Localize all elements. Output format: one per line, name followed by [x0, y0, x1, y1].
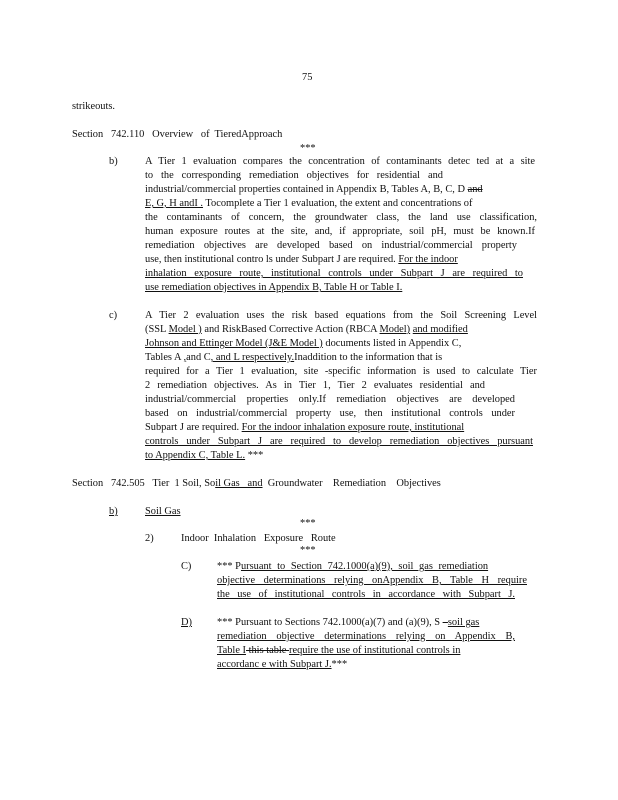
- section-505-heading: [72, 478, 441, 489]
- para-c-line: based on industrial/commercial property use, then institutional controls under: [145, 408, 515, 419]
- para-c-insert: Johnson and Ettinger Model (J&E Model ): [145, 338, 323, 349]
- para-b-insert: use remediation objectives in Appendix B, Table H or Table I.: [145, 282, 403, 293]
- para-c-insert: For the indoor inhalation exposure route, institutional: [241, 422, 465, 433]
- para-b-line: [145, 254, 537, 266]
- para-b-text: industrial/commercial properties contained in Appendix B, Tables A, B, C, D: [145, 184, 468, 195]
- para-c-insert: to Appendix C, Table L.: [145, 450, 246, 461]
- para-c-line: required for a Tier 1 evaluation, site -specific information is used to calculate Tier: [145, 366, 537, 377]
- item-2-title: Indoor Inhalation Exposure Route: [181, 533, 336, 544]
- para-c-insert: ,: [183, 352, 187, 363]
- para-c-text: and RiskBased Corrective Action (RBCA: [201, 324, 380, 335]
- item-d-insert: remediation objective determinations relying on Appendix B,: [217, 631, 515, 642]
- para-c-text: Subpart J are required.: [145, 422, 242, 433]
- para-c-insert: and modified: [412, 324, 468, 335]
- para-b-line: [145, 184, 537, 196]
- item-c-insert: the use of institutional controls in accordance with Subpart J.: [217, 589, 515, 600]
- item-c-label: C): [181, 561, 192, 572]
- para-c-line: [145, 422, 537, 434]
- intro-text: strikeouts.: [72, 101, 116, 112]
- item-d-insert: Table I: [217, 645, 246, 656]
- item-d-line: [217, 617, 547, 629]
- item-d-strike: –: [442, 617, 448, 628]
- section-110-stars: ***: [300, 143, 316, 154]
- para-b-label: b): [109, 156, 118, 167]
- para-b-insert: For the indoor: [398, 254, 458, 265]
- para-c-insert: Model ): [168, 324, 202, 335]
- item-d-insert: require the use of institutional controls in: [289, 645, 461, 656]
- para-c-insert: Model): [379, 324, 411, 335]
- item-d-text: *** Pursuant to Sections 742.1000(a)(7) and (a)(9), S: [217, 617, 443, 628]
- para-b-line: [145, 198, 537, 210]
- para-c-line: [145, 450, 263, 462]
- para-c-line: [145, 338, 537, 350]
- item-d-label: D): [181, 617, 192, 628]
- item-2-stars: ***: [300, 545, 316, 556]
- item-d-line: [217, 645, 547, 657]
- item-c-line: [217, 561, 537, 573]
- para-b-insert: E, G, H andI .: [145, 198, 204, 209]
- para-b-line: to the corresponding remediation objectives for residential and: [145, 170, 443, 181]
- item-d-insert: soil gas: [447, 617, 480, 628]
- para-b-strike: and: [467, 184, 483, 195]
- para-c-text: and C: [186, 352, 211, 363]
- subsection-b-title: Soil Gas: [145, 506, 181, 517]
- item-d-line: [217, 659, 347, 671]
- subsection-b-label: b): [109, 506, 118, 517]
- para-b-line: human exposure routes at the site, and, if appropriate, soil pH, must be known.If: [145, 226, 535, 237]
- para-c-line: [145, 352, 537, 364]
- page-number: 75: [302, 72, 313, 83]
- para-c-insert: controls under Subpart J are required to develop remediation objectives pursuant: [145, 436, 533, 447]
- item-d-insert: accordanc e with Subpart J.: [217, 659, 332, 670]
- para-c-text: Inaddition to the information that is: [294, 352, 443, 363]
- para-c-label: c): [109, 310, 118, 321]
- para-c-line: 2 remediation objectives. As in Tier 1, Tier 2 evaluates residential and: [145, 380, 485, 391]
- para-c-text: ***: [245, 450, 264, 461]
- para-c-text: Tables A: [145, 352, 184, 363]
- para-b-line: remediation objectives are developed based on industrial/commercial property: [145, 240, 517, 251]
- para-c-line: industrial/commercial properties only.If remediation objectives are developed: [145, 394, 515, 405]
- item-2-label: 2): [145, 533, 154, 544]
- item-c-insert: objective determinations relying onAppendix B, Table H require: [217, 575, 527, 586]
- para-b-insert: inhalation exposure route, institutional controls under Subpart J are required to: [145, 268, 523, 279]
- para-c-insert: , and L respectively.: [210, 352, 295, 363]
- para-b-text: use, then institutional contro ls under Subpart J are required.: [145, 254, 399, 265]
- item-d-strike: this table: [246, 645, 289, 656]
- para-c-text: (SSL: [145, 324, 169, 335]
- section-505-heading-text: Groundwater Remediation Objectives: [262, 478, 441, 489]
- section-505-stars: ***: [300, 518, 316, 529]
- item-c-insert: ursuant to Section 742.1000(a)(9), soil gas remediation: [240, 561, 489, 572]
- item-d-text: ***: [331, 659, 348, 670]
- section-505-heading-insert: il Gas and: [215, 478, 263, 489]
- section-110-heading: Section 742.110 Overview of TieredApproach: [72, 129, 283, 140]
- para-c-line: A Tier 2 evaluation uses the risk based equations from the Soil Screening Level: [145, 310, 537, 321]
- para-b-text: Tocomplete a Tier 1 evaluation, the extent and concentrations of: [203, 198, 473, 209]
- para-c-text: documents listed in Appendix C,: [322, 338, 462, 349]
- item-c-text: *** P: [217, 561, 241, 572]
- para-c-line: [145, 324, 537, 336]
- para-b-line: the contaminants of concern, the groundwater class, the land use classification,: [145, 212, 537, 223]
- section-505-heading-text: Section 742.505 Tier 1 Soil, So: [72, 478, 216, 489]
- para-b-line: A Tier 1 evaluation compares the concentration of contaminants detec ted at a site: [145, 156, 535, 167]
